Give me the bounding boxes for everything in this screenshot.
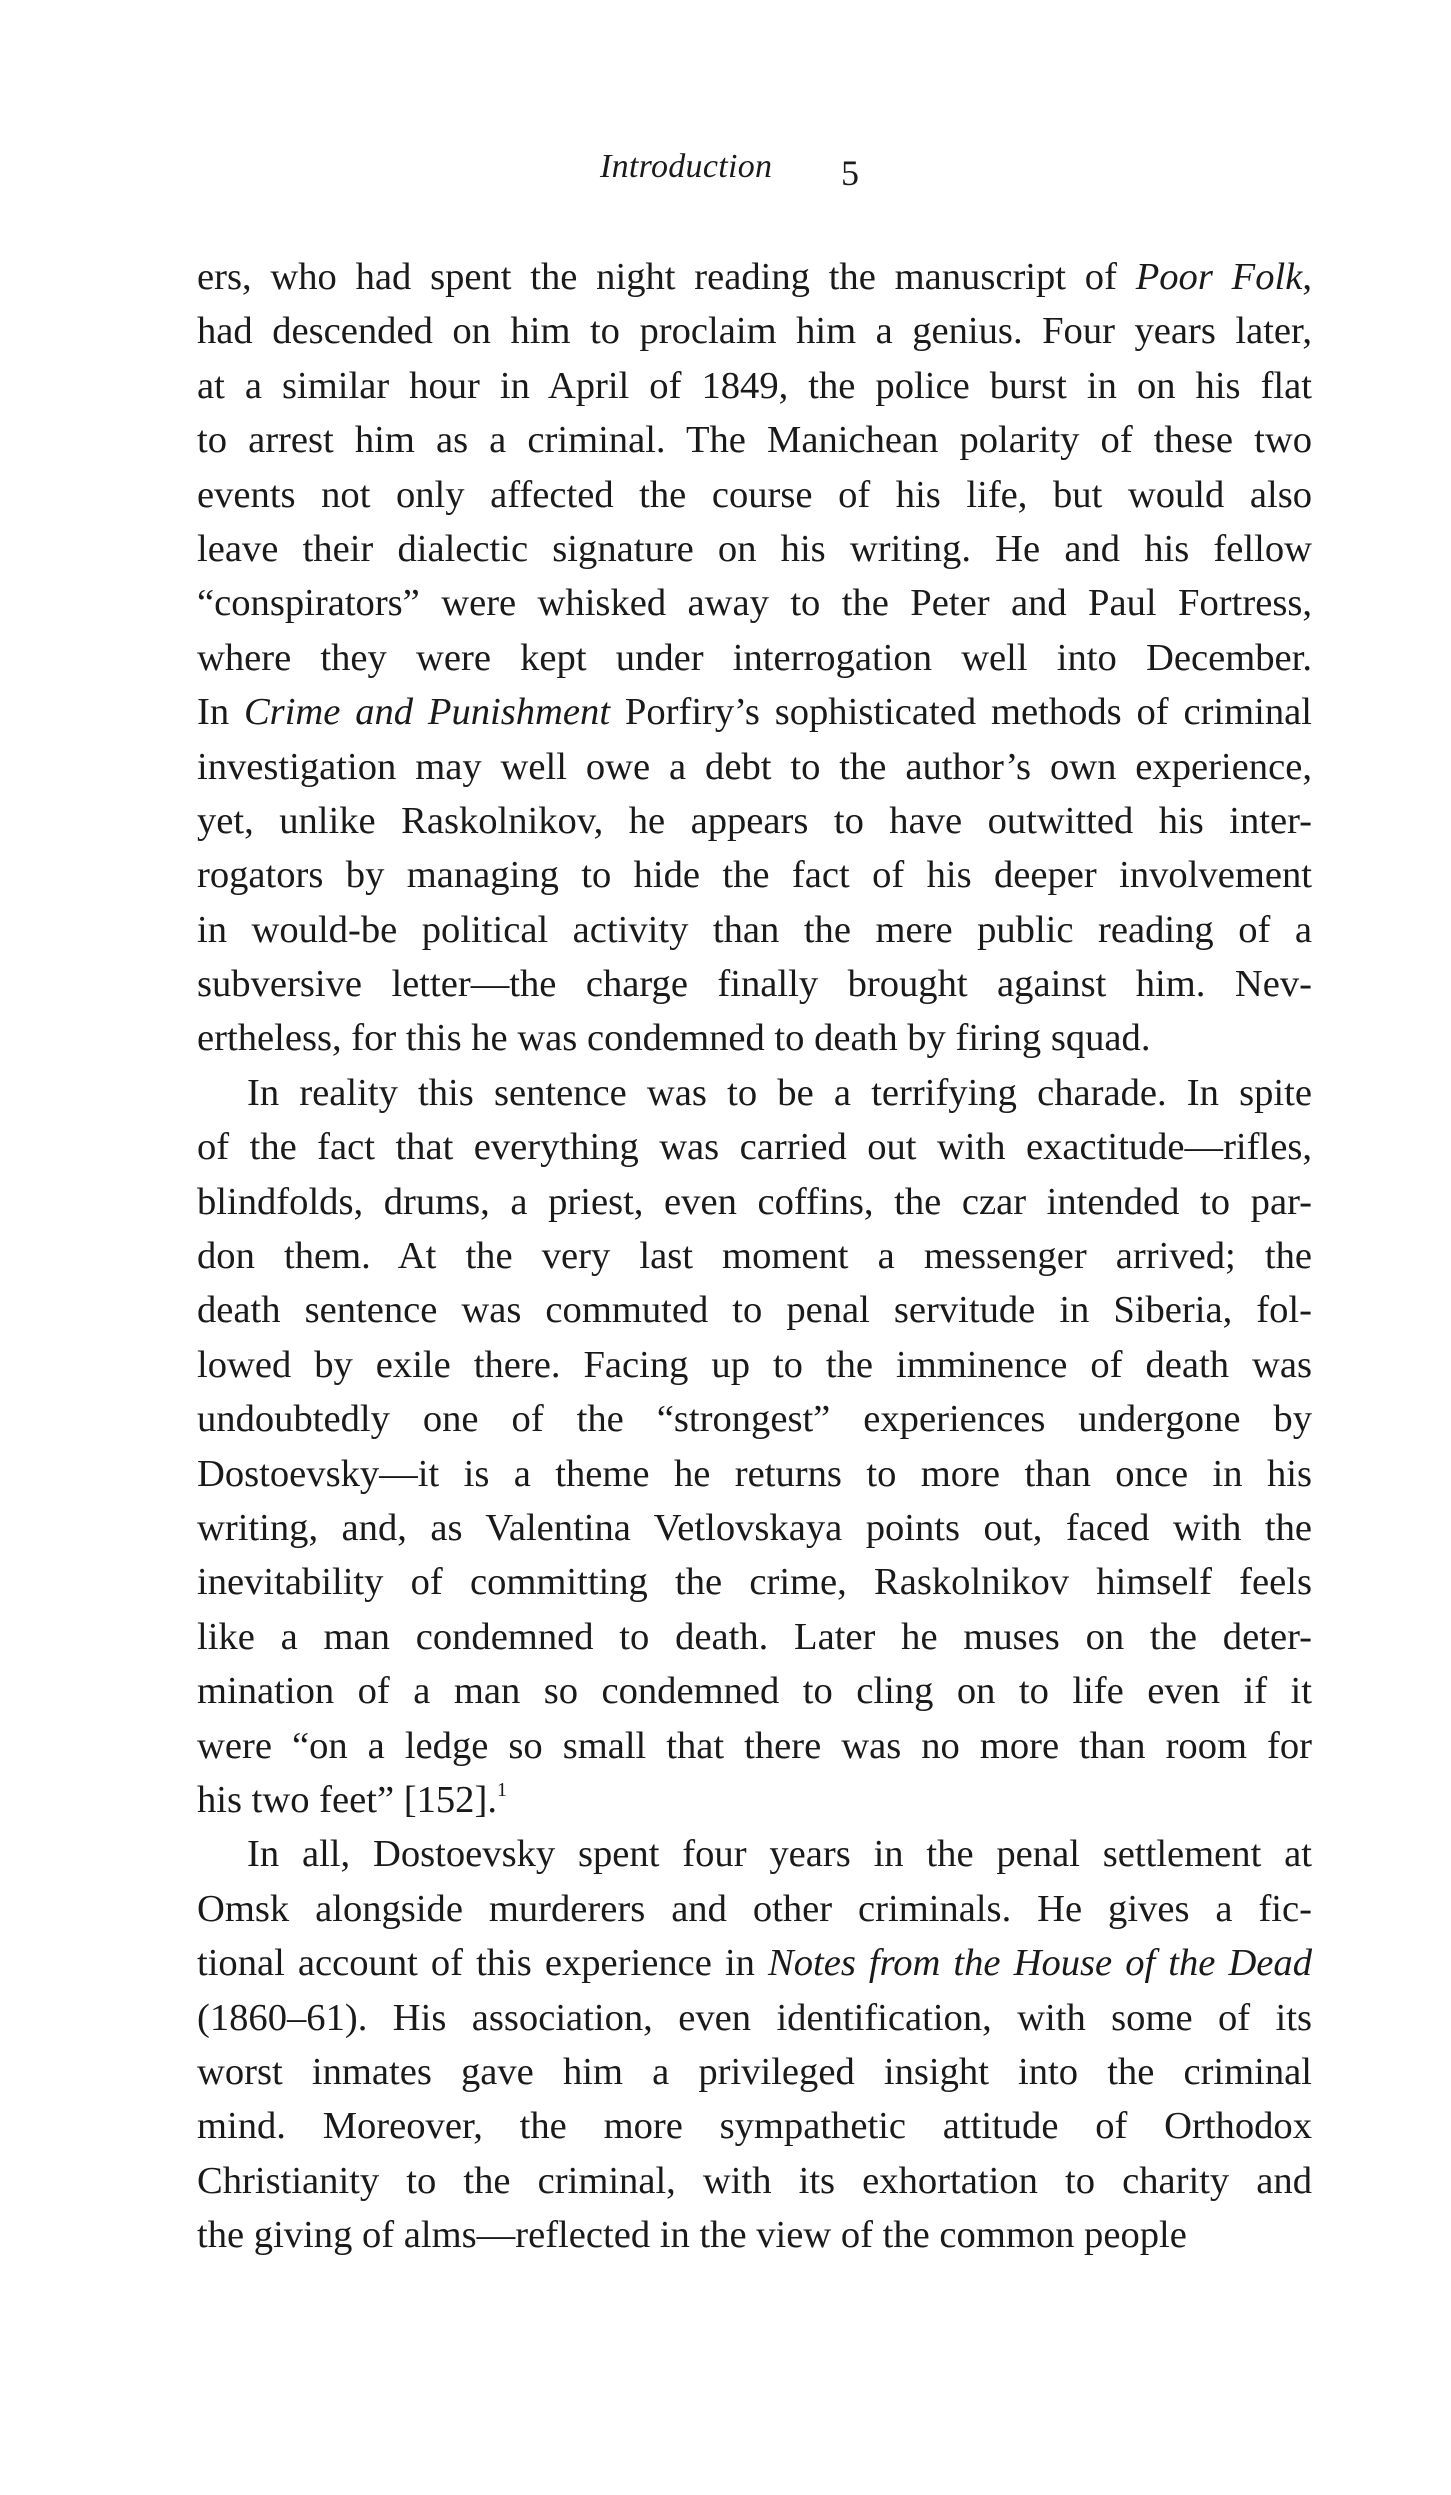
text-line: mination of a man so condemned to cling on to life even if it [197,1670,1312,1713]
text-line: ers, who had spent the night reading the manuscript of Poor Folk, [197,256,1312,298]
running-head-title: Introduction [600,148,773,185]
text-line: rogators by managing to hide the fact of his deeper involvement [197,854,1312,897]
text-line: at a similar hour in April of 1849, the police burst in on his flat [197,364,1312,407]
text-line: leave their dialectic signature on his writing. He and his fellow [197,527,1312,570]
paragraph [197,250,1312,1066]
text-line: Omsk alongside murderers and other criminals. He gives a fic- [197,1887,1312,1930]
text-line: events not only affected the course of his life, but would also [197,473,1312,516]
body-text [197,250,1312,2262]
italic-title: Notes from the House of the Dead [768,1942,1313,1985]
text-line: In reality this sentence was to be a terrifying charade. In spite [247,1071,1312,1114]
text-line: in would-be political activity than the mere public reading of a [197,908,1312,951]
footnote-marker: 1 [496,1778,507,1801]
text-line: ertheless, for this he was condemned to death by firing squad. [197,1017,1151,1060]
page-number: 5 [841,153,859,193]
text-line: “conspirators” were whisked away to the Peter and Paul Fortress, [197,582,1312,625]
text-line: death sentence was commuted to penal servitude in Siberia, fol- [197,1289,1312,1332]
text-line: In Crime and Punishment Porfiry’s sophisticated methods of criminal [197,691,1312,734]
text-line: tional account of this experience in Notes from the House of the Dead [197,1942,1313,1985]
text-line: Dostoevsky—it is a theme he returns to more than once in his [197,1452,1312,1495]
text-line: to arrest him as a criminal. The Manichean polarity of these two [197,419,1312,462]
text-line: Christianity to the criminal, with its exhortation to charity and [197,2159,1312,2202]
text-line: subversive letter—the charge finally brought against him. Nev- [197,963,1312,1006]
paragraph [197,1827,1312,2262]
text-line: (1860–61). His association, even identification, with some of its [197,1996,1312,2039]
text-line: of the fact that everything was carried out with exactitude—rifles, [197,1126,1312,1169]
italic-title: Poor Folk [1135,256,1303,298]
text-line: mind. Moreover, the more sympathetic attitude of Orthodox [197,2105,1312,2148]
running-head [0,148,1451,196]
text-line: were “on a ledge so small that there was no more than room for [197,1724,1312,1767]
text-line: undoubtedly one of the “strongest” experiences undergone by [197,1398,1312,1441]
text-line: don them. At the very last moment a messenger arrived; the [197,1235,1312,1278]
text-line: like a man condemned to death. Later he muses on the deter- [197,1615,1312,1658]
paragraph [197,1066,1312,1827]
text-line: his two feet” [152].$^1$ [197,1778,507,1821]
text-line: had descended on him to proclaim him a genius. Four years later, [197,310,1312,353]
italic-title: Crime and Punishment [243,691,611,734]
text-line: worst inmates gave him a privileged insight into the criminal [197,2050,1312,2093]
text-line: the giving of alms—reflected in the view of the common people [197,2214,1187,2257]
text-line: writing, and, as Valentina Vetlovskaya points out, faced with the [197,1506,1312,1549]
text-line: inevitability of committing the crime, Raskolnikov himself feels [197,1561,1312,1604]
text-line: where they were kept under interrogation well into December. [197,636,1312,679]
text-line: yet, unlike Raskolnikov, he appears to have outwitted his inter- [197,799,1312,842]
text-line: In all, Dostoevsky spent four years in the penal settlement at [247,1833,1312,1876]
text-line: lowed by exile there. Facing up to the imminence of death was [197,1343,1312,1386]
text-line: investigation may well owe a debt to the author’s own experience, [197,745,1312,788]
text-line: blindfolds, drums, a priest, even coffins, the czar intended to par- [197,1180,1312,1223]
